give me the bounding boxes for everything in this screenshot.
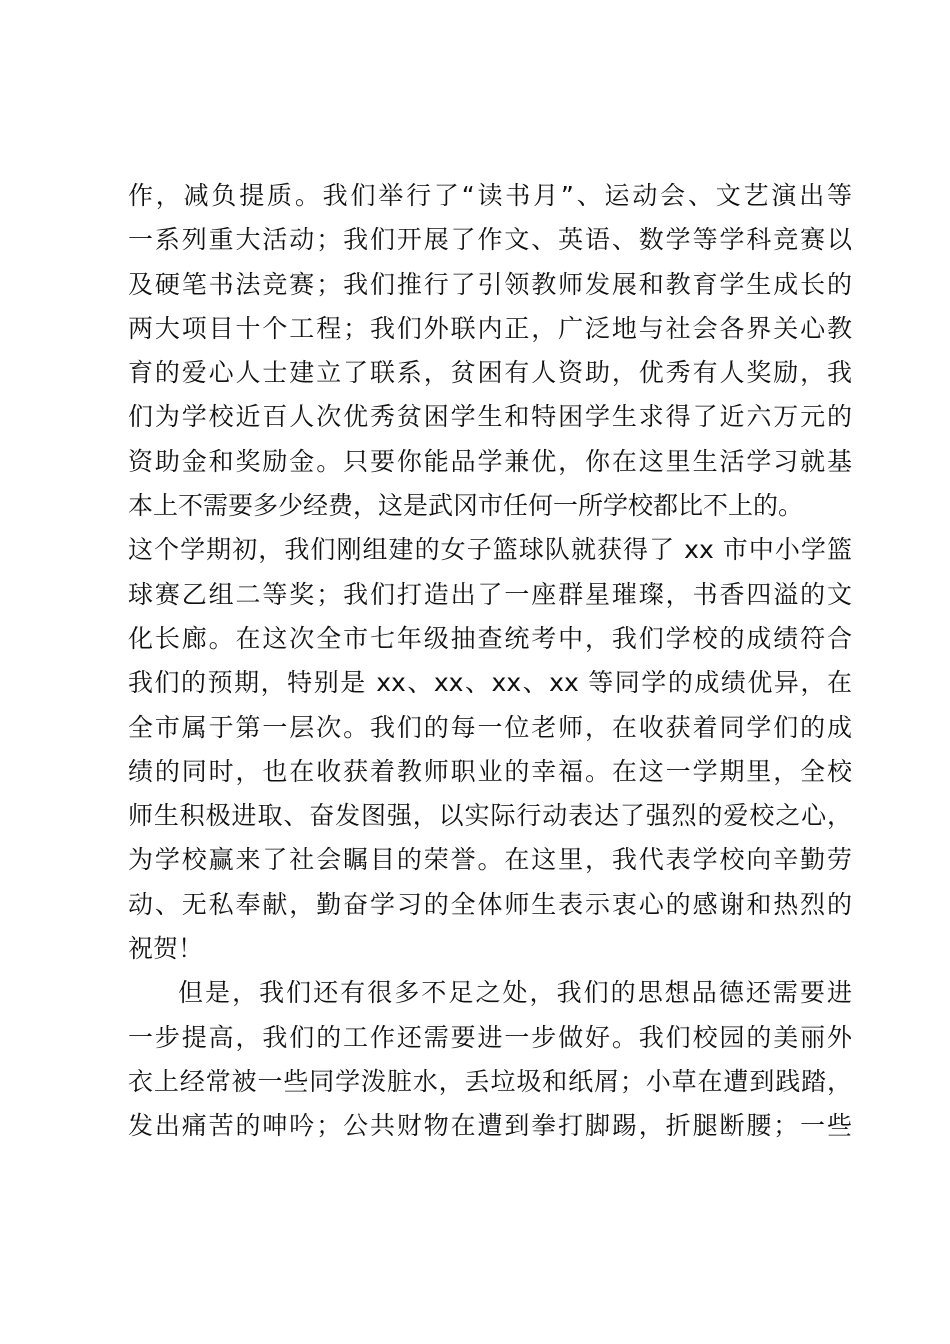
text-line: 全市属于第一层次。我们的每一位老师，在收获着同学们的成	[128, 712, 852, 742]
text-line: 祝贺！	[128, 934, 204, 964]
text-line: 动、无私奉献，勤奋学习的全体师生表示衷心的感谢和热烈的	[128, 889, 852, 919]
document-body	[128, 174, 852, 1149]
text-line: 一步提高，我们的工作还需要进一步做好。我们校园的美丽外	[128, 1022, 852, 1052]
text-line: 育的爱心人士建立了联系，贫困有人资助，优秀有人奖励，我	[128, 358, 852, 388]
paragraph-2	[128, 971, 852, 1148]
text-line: 化长廊。在这次全市七年级抽查统考中，我们学校的成绩符合	[128, 623, 852, 653]
text-line: 及硬笔书法竞赛；我们推行了引领教师发展和教育学生成长的	[128, 269, 852, 299]
text-line: 为学校赢来了社会瞩目的荣誉。在这里，我代表学校向辛勤劳	[128, 845, 852, 875]
text-line: 发出痛苦的呻吟；公共财物在遭到拳打脚踢，折腿断腰；一些	[128, 1111, 852, 1141]
text-line: 们为学校近百人次优秀贫困学生和特困学生求得了近六万元的	[128, 402, 852, 432]
text-line: 师生积极进取、奋发图强，以实际行动表达了强烈的爱校之心，	[128, 801, 852, 831]
text-line: 但是，我们还有很多不足之处，我们的思想品德还需要进	[178, 978, 852, 1008]
text-line: 这个学期初，我们刚组建的女子篮球队就获得了 xx 市中小学篮	[128, 535, 852, 565]
text-line: 两大项目十个工程；我们外联内正，广泛地与社会各界关心教	[128, 313, 852, 343]
text-line: 绩的同时，也在收获着教师职业的幸福。在这一学期里，全校	[128, 756, 852, 786]
text-line: 衣上经常被一些同学泼脏水，丢垃圾和纸屑；小草在遭到践踏，	[128, 1066, 852, 1096]
text-line: 一系列重大活动；我们开展了作文、英语、数学等学科竞赛以	[128, 225, 852, 255]
text-line: 本上不需要多少经费，这是武冈市任何一所学校都比不上的。	[128, 491, 804, 521]
text-line: 作，减负提质。我们举行了“读书月”、运动会、文艺演出等	[128, 181, 852, 210]
paragraph-1	[128, 174, 852, 971]
text-line: 我们的预期，特别是 xx、xx、xx、xx 等同学的成绩优异，在	[128, 668, 852, 698]
text-line: 资助金和奖励金。只要你能品学兼优，你在这里生活学习就基	[128, 446, 852, 476]
text-line: 球赛乙组二等奖；我们打造出了一座群星璀璨，书香四溢的文	[128, 579, 852, 609]
